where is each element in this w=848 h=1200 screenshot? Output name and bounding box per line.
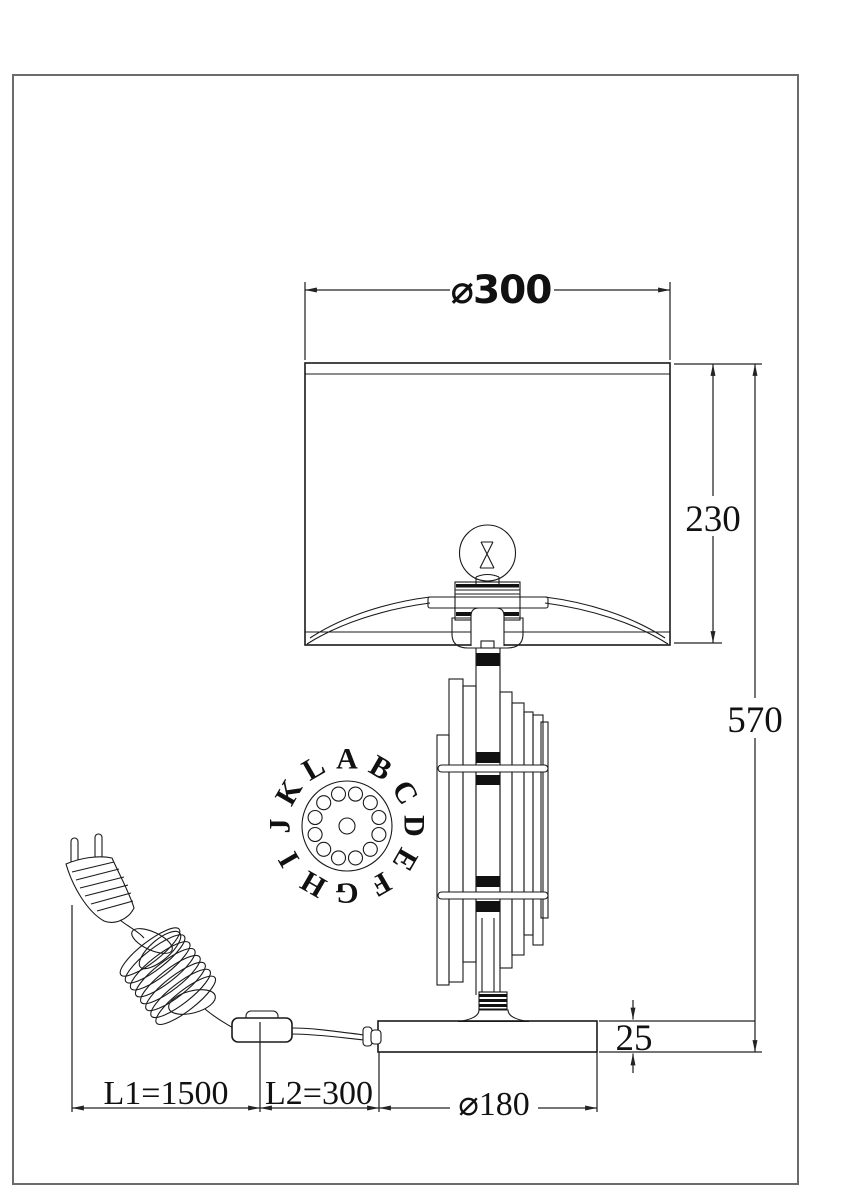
spider-plate <box>428 597 548 608</box>
crystal-rod <box>449 679 463 982</box>
dial-letter: J <box>263 818 297 834</box>
cord-coil <box>115 921 233 1031</box>
dial-hole <box>332 787 346 801</box>
power-plug <box>66 834 144 938</box>
shade-diameter-label: ⌀300 <box>450 268 552 313</box>
dial-letter: F <box>364 865 397 903</box>
dial-letter: C <box>385 774 425 811</box>
shade-height-label: 230 <box>685 499 741 540</box>
dial-hole <box>317 796 331 810</box>
dial-outer-circle <box>302 781 392 871</box>
dial-center-hole <box>339 818 355 834</box>
coil-loop <box>135 949 206 1010</box>
dial-hole <box>372 811 386 825</box>
inline-switch <box>232 1011 292 1042</box>
column-band <box>476 653 500 666</box>
dial-hole <box>308 811 322 825</box>
dial-letter: H <box>295 863 332 905</box>
dial-hole <box>349 851 363 865</box>
dial-hole <box>363 796 377 810</box>
column-band <box>476 876 500 887</box>
column-band <box>476 752 500 763</box>
crystal-rod <box>500 692 512 968</box>
socket-slot <box>471 608 504 646</box>
dial-letter: K <box>268 774 310 811</box>
light-bulb <box>460 525 516 585</box>
dial-letter: G <box>335 876 359 910</box>
base-thickness-label: 25 <box>615 1018 653 1059</box>
coil-loop <box>120 928 191 989</box>
plug-body <box>66 857 134 923</box>
dial-hole <box>372 828 386 842</box>
dial-letter: B <box>363 748 398 788</box>
dimension-annotations <box>72 266 784 1123</box>
coil-loop <box>150 970 221 1031</box>
cord-l1-label: L1=1500 <box>103 1075 229 1112</box>
socket-notch <box>481 641 494 648</box>
drawing-border <box>13 75 798 1184</box>
column-collar-ring <box>438 765 548 772</box>
column-band <box>476 901 500 912</box>
dial-hole <box>332 851 346 865</box>
coil-loop <box>130 942 201 1003</box>
coil-loop <box>145 963 216 1024</box>
foot-rib <box>479 994 507 997</box>
cord-coil-exit <box>205 1009 233 1028</box>
dial-hole <box>308 828 322 842</box>
lampshade <box>305 363 670 645</box>
foot-rib <box>479 1004 507 1007</box>
crystal-rod <box>463 686 476 962</box>
cord-switch-to-base <box>292 1028 364 1040</box>
foot-flare <box>458 1010 529 1022</box>
spacing-dial <box>264 743 431 910</box>
dial-hole <box>349 787 363 801</box>
coil-loop <box>125 935 196 996</box>
spider-arm-left-lower <box>307 603 430 644</box>
column-band <box>476 775 500 785</box>
dial-letter: I <box>271 846 307 873</box>
cord-knot-loop <box>128 924 175 959</box>
socket-rib-dark <box>456 584 519 588</box>
base-diameter-label: ⌀180 <box>458 1086 530 1123</box>
column-collar-ring <box>438 892 548 899</box>
base-outline <box>378 1021 597 1052</box>
cord-grommet-inner <box>371 1030 381 1044</box>
lamp-base <box>292 1021 597 1052</box>
dial-letter: L <box>296 748 331 788</box>
crystal-rods <box>437 679 548 985</box>
bulb-filament <box>480 542 494 568</box>
lamp-column <box>438 648 548 1022</box>
switch-body <box>232 1018 292 1042</box>
crystal-rod <box>512 703 524 955</box>
total-height-label: 570 <box>727 700 783 741</box>
dial-letter: A <box>336 742 358 776</box>
dial-letter: E <box>385 842 425 877</box>
cord-l2-label: L2=300 <box>265 1075 373 1112</box>
socket <box>428 582 548 648</box>
crystal-rod <box>524 712 533 935</box>
lampshade-outline <box>305 363 670 645</box>
spider-arm-right-lower <box>545 603 668 644</box>
dial-hole <box>317 842 331 856</box>
dial-letter: D <box>397 815 431 837</box>
dial-hole <box>363 842 377 856</box>
coil-loop <box>140 956 211 1017</box>
foot-rib <box>479 999 507 1002</box>
crystal-rod <box>541 722 548 918</box>
